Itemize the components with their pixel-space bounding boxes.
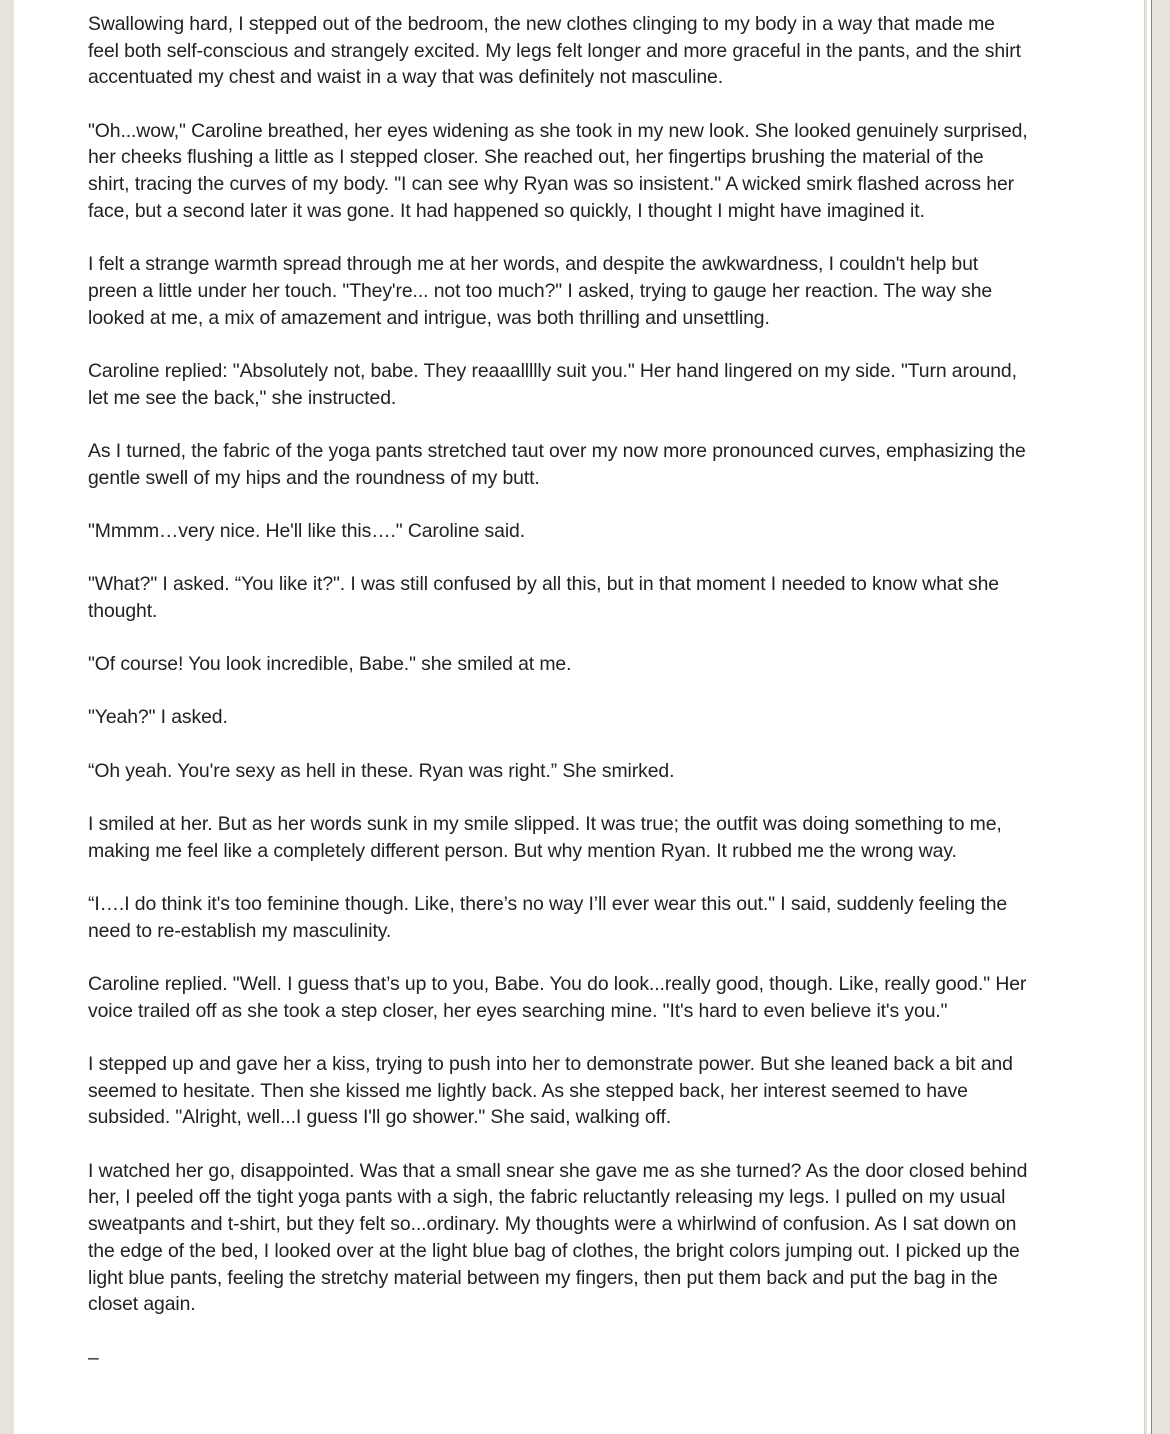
page-edge-shadow	[1151, 0, 1152, 1434]
paragraph: "Yeah?" I asked.	[88, 706, 228, 729]
paragraph: I felt a strange warmth spread through me at her words, and despite the awkwardness, I couldn't help but preen a little under her touch. "They're... not too much?" I asked, trying to gauge her reaction. The way she looked at me, a mix of amazement and intrigue, was both thrilling and unsettling.	[88, 253, 993, 329]
paragraph: Caroline replied: "Absolutely not, babe. They reaaallllly suit you." Her hand lingered on my side. "Turn around, let me see the back," she instructed.	[88, 359, 1017, 409]
document-body	[88, 11, 1088, 1398]
paragraph: Swallowing hard, I stepped out of the bedroom, the new clothes clinging to my body in a way that made me feel both self-conscious and strangely excited. My legs felt longer and more graceful in the pants, and the shirt accentuated my chest and waist in a way that was definitely not masculine.	[88, 13, 1021, 89]
paragraph: “I….I do think it's too feminine though. Like, there’s no way I’ll ever wear this out." I said, suddenly feeling the need to re-establish my masculinity.	[88, 893, 1008, 942]
paragraph: I watched her go, disappointed. Was that a small snear she gave me as she turned? As the door closed behind her, I peeled off the tight yoga pants with a sigh, the fabric reluctantly releasing my legs. I pulled on my usual sweatpants and t-shirt, but they felt so...ordinary. My thoughts were a whirlwind of confusion. As I sat down on the edge of the bed, I looked over at the light blue bag of clothes, the bright colors jumping out. I picked up the light blue pants, feeling the stretchy material between my fingers, then put them back and put the bag in the closet again.	[88, 1159, 1028, 1316]
paragraph: "Of course! You look incredible, Babe." she smiled at me.	[88, 653, 572, 676]
paragraph: "Mmmm…very nice. He'll like this…." Caroline said.	[88, 519, 526, 542]
paragraph: "What?" I asked. “You like it?". I was still confused by all this, but in that moment I needed to know what she thought.	[88, 573, 999, 622]
paragraph: "Oh...wow," Caroline breathed, her eyes widening as she took in my new look. She looked genuinely surprised, her cheeks flushing a little as I stepped closer. She reached out, her fingertips brushing the material of the shirt, tracing the curves of my body. "I can see why Ryan was so insistent." A wicked smirk flashed across her face, but a second later it was gone. It had happened so quickly, I thought I might have imagined it.	[88, 119, 1028, 222]
paragraph: As I turned, the fabric of the yoga pants stretched taut over my now more pronounced curves, emphasizing the gentle swell of my hips and the roundness of my butt.	[88, 439, 1026, 489]
paragraph: “Oh yeah. You're sexy as hell in these. Ryan was right.” She smirked.	[88, 759, 675, 782]
paragraph: I smiled at her. But as her words sunk in my smile slipped. It was true; the outfit was doing something to me, making me feel like a completely different person. But why mention Ryan. It rubbed me the wrong way.	[88, 813, 1002, 862]
paragraph: I stepped up and gave her a kiss, trying to push into her to demonstrate power. But she leaned back a bit and seemed to hesitate. Then she kissed me lightly back. As she stepped back, her interest seemed to have subsided. "Alright, well...I guess I'll go shower." She said, walking off.	[88, 1053, 1013, 1129]
section-separator: –	[88, 1346, 99, 1369]
paragraph: Caroline replied. "Well. I guess that’s up to you, Babe. You do look...really good, though. Like, really good." Her voice trailed off as she took a step closer, her eyes searching mine. "It's hard to even believe it's you."	[88, 973, 1027, 1022]
